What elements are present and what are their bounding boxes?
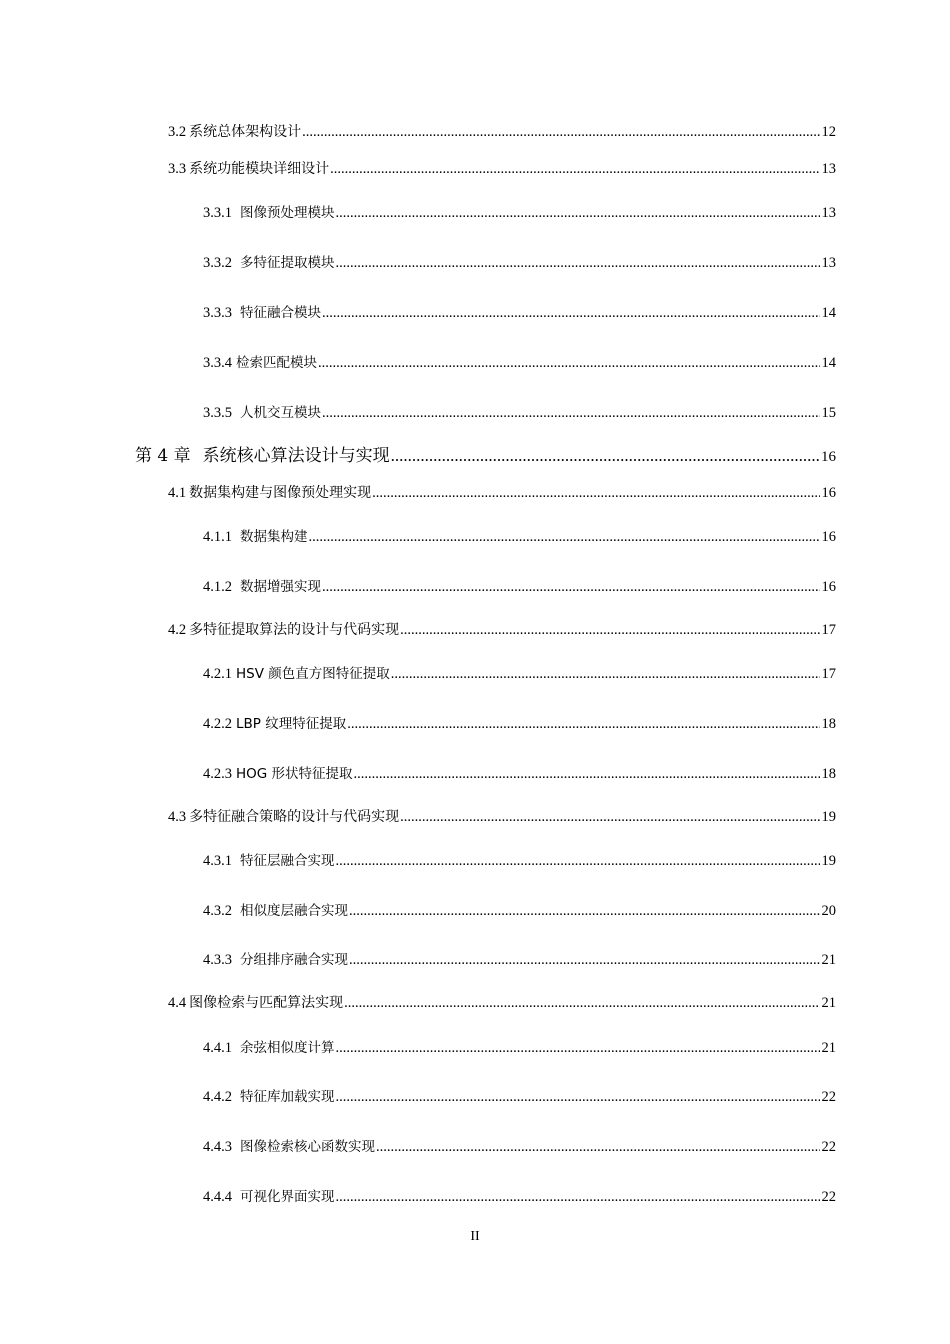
toc-chapter-title: 系统核心算法设计与实现 [202,446,390,466]
toc-entry-page: 17 [821,622,836,638]
toc-dot-leader [336,251,820,275]
toc-entry-title: LBP 纹理特征提取 [236,716,347,732]
toc-entry-4-1[interactable] [168,481,836,505]
toc-entry-4-3-3[interactable] [203,948,836,972]
toc-entry-4-4-4[interactable] [203,1185,836,1209]
toc-dot-leader [336,201,820,225]
toc-entry-3-2[interactable] [168,120,836,144]
toc-entry-number: 4.2.2 [203,716,232,732]
toc-entry-page: 21 [821,995,836,1011]
toc-entry-title: 多特征融合策略的设计与代码实现 [189,809,400,825]
toc-entry-4-1-1[interactable] [203,525,836,549]
toc-entry-3-3-5[interactable] [203,401,836,425]
toc-entry-title: HSV 颜色直方图特征提取 [236,666,390,682]
toc-entry-title: 特征库加载实现 [240,1089,335,1105]
toc-entry-title: 多特征提取模块 [240,255,335,271]
toc-dot-leader [322,301,820,325]
toc-entry-title: 数据增强实现 [240,579,321,595]
toc-entry-title: 余弦相似度计算 [240,1040,335,1056]
toc-dot-leader [391,442,819,470]
toc-entry-4-4-1[interactable] [203,1036,836,1060]
toc-entry-page: 14 [821,355,836,371]
toc-entry-number: 4.1.1 [203,529,232,545]
toc-entry-title: 图像检索核心函数实现 [240,1139,375,1155]
toc-entry-number: 3.3.2 [203,255,232,271]
toc-entry-page: 20 [821,903,836,919]
toc-dot-leader [349,948,820,972]
toc-dot-leader [372,481,819,505]
toc-entry-page: 22 [821,1089,836,1105]
toc-entry-number: 4.3.2 [203,903,232,919]
toc-entry-title: 系统总体架构设计 [189,124,302,140]
toc-entry-4-4-3[interactable] [203,1135,836,1159]
toc-entry-number: 4.4.2 [203,1089,232,1105]
toc-entry-page: 16 [821,579,836,595]
toc-dot-leader [309,525,820,549]
toc-entry-number: 3.3.3 [203,305,232,321]
toc-dot-leader [344,991,819,1015]
toc-entry-title: 特征层融合实现 [240,853,335,869]
toc-dot-leader [376,1135,820,1159]
toc-entry-3-3-3[interactable] [203,301,836,325]
toc-entry-page: 19 [821,809,836,825]
toc-entry-4-3-1[interactable] [203,849,836,873]
toc-dot-leader [336,1185,820,1209]
toc-entry-title: 多特征提取算法的设计与代码实现 [189,622,400,638]
toc-entry-page: 13 [821,205,836,221]
toc-entry-4-2[interactable] [168,618,836,642]
toc-entry-number: 4.3.3 [203,952,232,968]
toc-dot-leader [336,1036,820,1060]
toc-entry-page: 12 [821,124,836,140]
toc-entry-page: 19 [821,853,836,869]
toc-entry-page: 14 [821,305,836,321]
toc-entry-number: 4.2.1 [203,666,232,682]
toc-entry-number: 4.4.3 [203,1139,232,1155]
toc-dot-leader [400,805,819,829]
toc-dot-leader [349,899,820,923]
toc-dot-leader [400,618,819,642]
toc-entry-title: 图像预处理模块 [240,205,335,221]
toc-dot-leader [354,762,820,786]
toc-dot-leader [318,351,820,375]
toc-entry-number: 3.3.4 [203,355,232,371]
toc-entry-3-3-4[interactable] [203,351,836,375]
toc-dot-leader [336,1085,820,1109]
toc-entry-page: 15 [821,405,836,421]
toc-entry-number: 3.3.5 [203,405,232,421]
toc-entry-3-3[interactable] [168,157,836,181]
toc-entry-number: 3.3 [168,161,187,177]
toc-entry-number: 4.4 [168,995,187,1011]
toc-entry-number: 4.3.1 [203,853,232,869]
toc-dot-leader [391,662,820,686]
toc-entry-4-4-2[interactable] [203,1085,836,1109]
toc-entry-title: 特征融合模块 [240,305,321,321]
toc-entry-4-2-2[interactable] [203,712,836,736]
toc-entry-chapter-4[interactable] [135,442,836,470]
toc-chapter-number: 第 4 章 [135,446,191,466]
toc-entry-number: 4.2.3 [203,766,232,782]
toc-entry-page: 16 [821,529,836,545]
toc-entry-4-2-3[interactable] [203,762,836,786]
toc-entry-number: 4.3 [168,809,187,825]
toc-entry-3-3-1[interactable] [203,201,836,225]
toc-entry-number: 3.2 [168,124,187,140]
toc-entry-page: 13 [821,255,836,271]
toc-entry-title: 分组排序融合实现 [240,952,348,968]
toc-entry-page: 18 [821,766,836,782]
toc-entry-page: 13 [821,161,836,177]
toc-entry-title: 人机交互模块 [240,405,321,421]
toc-entry-4-3[interactable] [168,805,836,829]
toc-entry-page: 17 [821,666,836,682]
toc-dot-leader [322,401,820,425]
toc-entry-title: 系统功能模块详细设计 [189,161,330,177]
toc-entry-title: 相似度层融合实现 [240,903,348,919]
toc-entry-number: 4.1.2 [203,579,232,595]
toc-entry-page: 18 [821,716,836,732]
toc-entry-number: 4.1 [168,485,187,501]
toc-dot-leader [322,575,820,599]
toc-dot-leader [336,849,820,873]
toc-entry-number: 3.3.1 [203,205,232,221]
toc-entry-number: 4.4.4 [203,1189,232,1205]
toc-entry-title: 数据集构建 [240,529,308,545]
toc-entry-page: 16 [821,485,836,501]
toc-entry-page: 22 [821,1139,836,1155]
toc-entry-3-3-2[interactable] [203,251,836,275]
toc-entry-title: 可视化界面实现 [240,1189,335,1205]
toc-entry-title: HOG 形状特征提取 [236,766,353,782]
toc-entry-page: 21 [821,952,836,968]
toc-entry-number: 4.2 [168,622,187,638]
toc-dot-leader [347,712,819,736]
toc-dot-leader [302,120,819,144]
toc-entry-page: 21 [821,1040,836,1056]
toc-entry-4-2-1[interactable] [203,662,836,686]
toc-entry-4-4[interactable] [168,991,836,1015]
toc-entry-4-1-2[interactable] [203,575,836,599]
toc-entry-4-3-2[interactable] [203,899,836,923]
toc-entry-page: 16 [821,449,836,465]
toc-entry-title: 数据集构建与图像预处理实现 [189,485,372,501]
toc-dot-leader [330,157,819,181]
toc-entry-title: 检索匹配模块 [236,355,317,371]
toc-entry-number: 4.4.1 [203,1040,232,1056]
toc-entry-title: 图像检索与匹配算法实现 [189,995,344,1011]
toc-entry-page: 22 [821,1189,836,1205]
page-number-footer: II [470,1229,480,1244]
